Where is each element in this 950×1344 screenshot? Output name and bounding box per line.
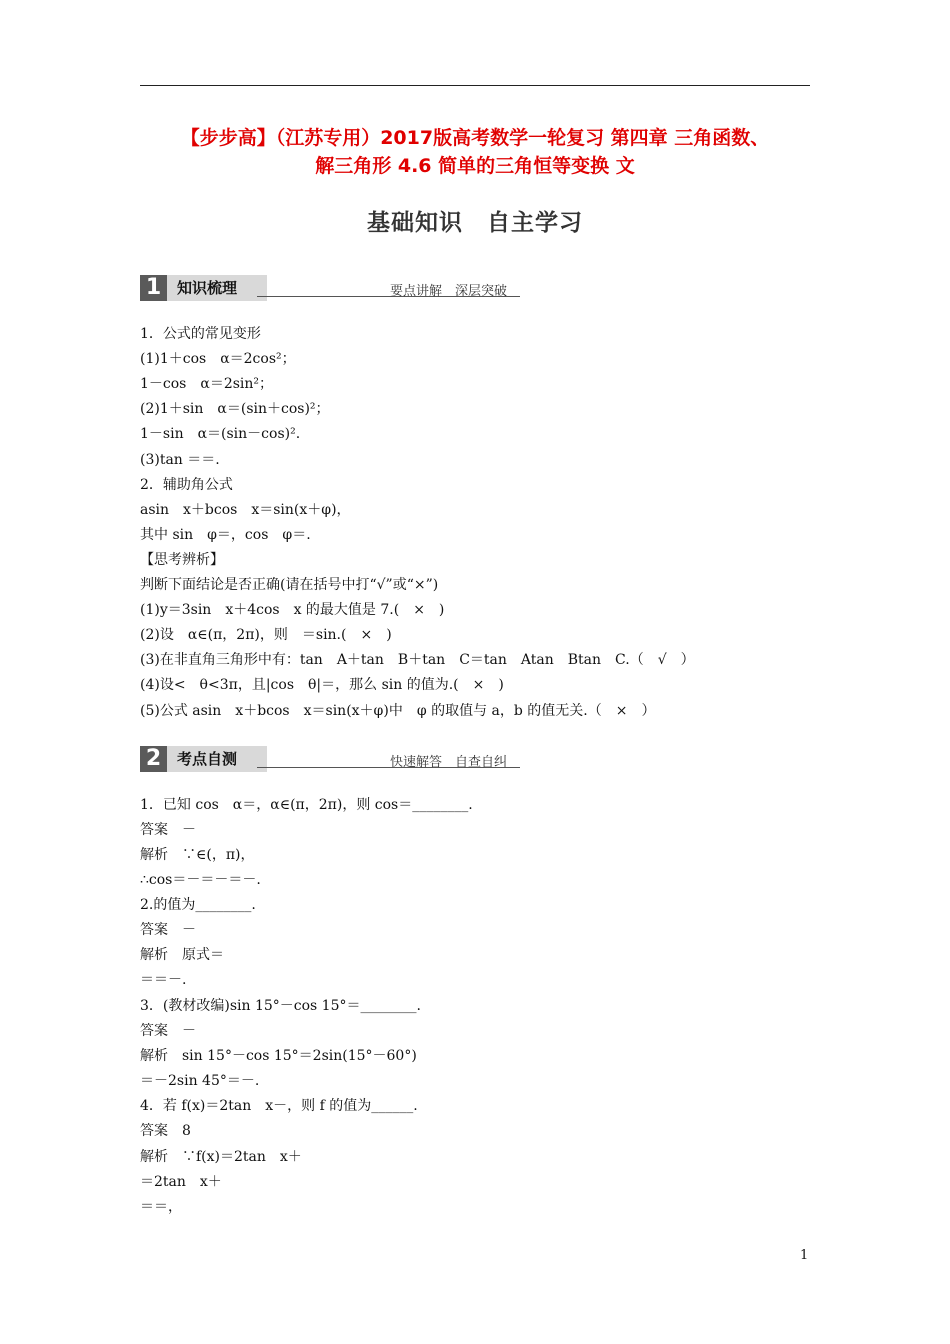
text-line: 答案 － (140, 822, 196, 838)
text-line: 1－cos α＝2sin²； (140, 376, 274, 392)
text-line: ＝－2sin 45°＝－. (140, 1073, 260, 1089)
title-line-2: 解三角形 4.6 简单的三角恒等变换 文 (315, 155, 635, 177)
text-line: (2)1＋sin α＝(sin＋cos)²； (140, 401, 330, 417)
document-title (140, 124, 810, 180)
text-line: 1．公式的常见变形 (140, 326, 261, 342)
section-name: 考点自测 (167, 746, 267, 772)
text-line: ＝＝－. (140, 972, 187, 988)
text-line: 【思考辨析】 (140, 552, 224, 568)
text-line: (1)1＋cos α＝2cos²； (140, 351, 296, 367)
page-number: 1 (800, 1248, 809, 1263)
section-number: 1 (140, 275, 167, 301)
top-rule (140, 85, 810, 86)
text-line: 判断下面结论是否正确(请在括号中打“√”或“×”) (140, 577, 439, 593)
text-line: 解析 原式＝ (140, 947, 224, 963)
section-number: 2 (140, 746, 167, 772)
text-line: ∴cos＝－＝－＝－. (140, 872, 261, 888)
text-line: 答案 － (140, 922, 196, 938)
text-line: (1)y＝3sin x＋4cos x 的最大值是 7.( × ) (140, 602, 445, 618)
text-line: ＝＝， (140, 1199, 182, 1215)
section-hint: 要点讲解 深层突破 (390, 284, 508, 299)
section-heading: 基础知识 自主学习 (367, 210, 583, 236)
text-line: (2)设 α∈(π，2π)，则 ＝sin.( × ) (140, 627, 392, 643)
title-line-1: 【步步高】（江苏专用）2017版高考数学一轮复习 第四章 三角函数、 (180, 127, 770, 149)
text-line: 解析 ∵∈(，π)， (140, 847, 255, 863)
text-line: (4)设< θ<3π，且|cos θ|＝，那么 sin 的值为.( × ) (140, 677, 504, 693)
text-line: 2.的值为________. (140, 897, 256, 913)
text-line: ＝2tan x＋ (140, 1174, 222, 1190)
text-line: 答案 － (140, 1023, 196, 1039)
text-line: 1－sin α＝(sin－cos)². (140, 426, 301, 442)
text-line: (5)公式 asin x＋bcos x＝sin(x＋φ)中 φ 的取值与 a，b 的值无关.（ × ） (140, 703, 656, 719)
text-line: 1．已知 cos α＝，α∈(π，2π)，则 cos＝________. (140, 797, 473, 813)
text-line: 3．(教材改编)sin 15°－cos 15°＝________. (140, 998, 421, 1014)
text-line: 解析 sin 15°－cos 15°＝2sin(15°－60°) (140, 1048, 417, 1064)
section-header-knowledge (140, 275, 520, 301)
text-line: 其中 sin φ＝，cos φ＝. (140, 527, 311, 543)
text-line: 4．若 f(x)＝2tan x－，则 f 的值为______. (140, 1098, 418, 1114)
text-line: (3)在非直角三角形中有：tan A＋tan B＋tan C＝tan Atan Btan C.（ √ ） (140, 652, 695, 668)
text-line: 解析 ∵f(x)＝2tan x＋ (140, 1149, 302, 1165)
section-header-selftest (140, 746, 520, 772)
text-line: 2．辅助角公式 (140, 477, 233, 493)
text-line: 答案 8 (140, 1123, 191, 1139)
text-line: asin x＋bcos x＝sin(x＋φ)， (140, 502, 351, 518)
section-hint: 快速解答 自查自纠 (390, 755, 508, 770)
section-name: 知识梳理 (167, 275, 267, 301)
text-line: (3)tan ＝＝. (140, 452, 220, 468)
